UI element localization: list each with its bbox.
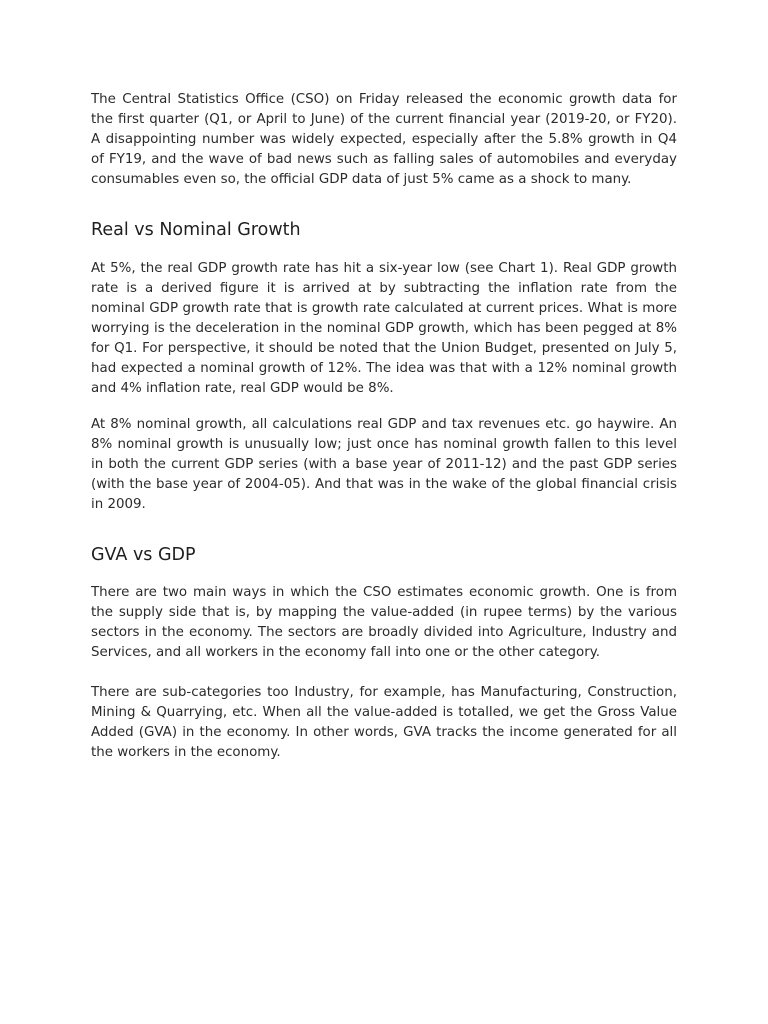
document-page [91, 90, 677, 763]
intro-paragraph: The Central Statistics Office (CSO) on Friday released the economic growth data for the first quarter (Q1, or April to June) of the current financial year (2019-20, or FY20). A disappointing number was widely expected, especially after the 5.8% growth in Q4 of FY19, and the wave of bad news such as falling sales of automobiles and everyday consumables even so, the official GDP data of just 5% came as a shock to many. [91, 92, 677, 187]
section-heading-gva-vs-gdp: GVA vs GDP [91, 545, 196, 565]
section-heading-real-vs-nominal: Real vs Nominal Growth [91, 220, 301, 240]
estimation-methods-paragraph: There are two main ways in which the CSO estimates economic growth. One is from the supply side that is, by mapping the value-added (in rupee terms) by the various sectors in the economy. The sectors are broadly divided into Agriculture, Industry and Services, and all workers in the economy fall into one or the other category. [91, 585, 677, 660]
nominal-growth-paragraph: At 8% nominal growth, all calculations real GDP and tax revenues etc. go haywire. An 8% nominal growth is unusually low; just once has nominal growth fallen to this level in both the current GDP series (with a base year of 2011-12) and the past GDP series (with the base year of 2004-05). And that was in the wake of the global financial crisis in 2009. [91, 417, 677, 512]
real-gdp-paragraph: At 5%, the real GDP growth rate has hit a six-year low (see Chart 1). Real GDP growth rate is a derived figure it is arrived at by subtracting the inflation rate from the nominal GDP growth rate that is growth rate calculated at current prices. What is more worrying is the deceleration in the nominal GDP growth, which has been pegged at 8% for Q1. For perspective, it should be noted that the Union Budget, presented on July 5, had expected a nominal growth of 12%. The idea was that with a 12% nominal growth and 4% inflation rate, real GDP would be 8%. [91, 261, 677, 396]
gva-definition-paragraph: There are sub-categories too Industry, for example, has Manufacturing, Construction, Mining & Quarrying, etc. When all the value-added is totalled, we get the Gross Value Added (GVA) in the economy. In other words, GVA tracks the income generated for all the workers in the economy. [91, 685, 677, 760]
